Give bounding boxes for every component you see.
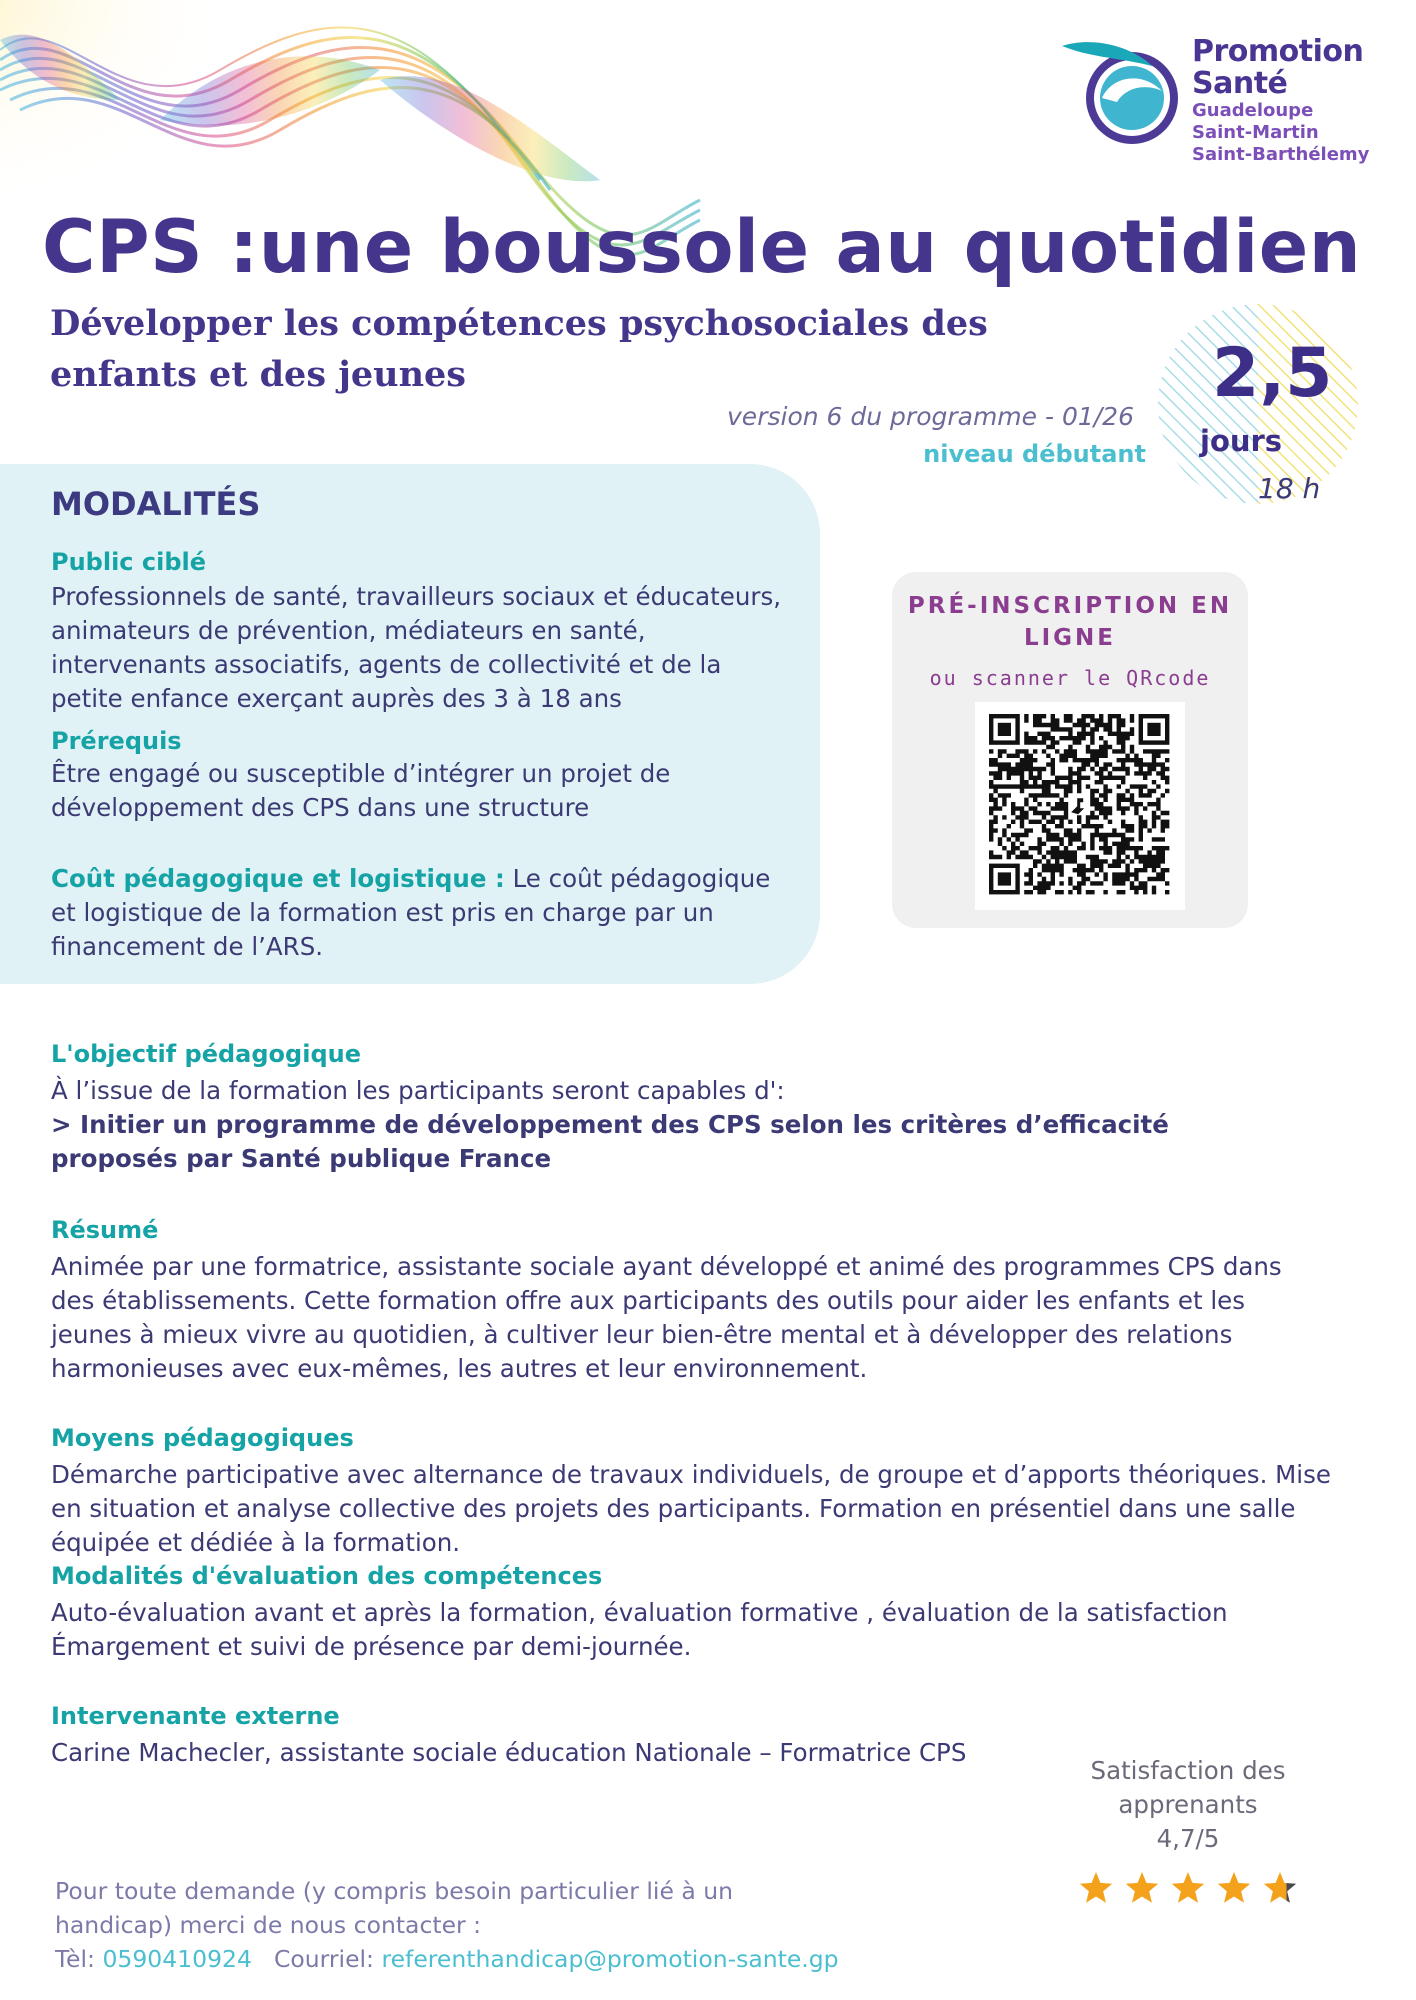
prereq-text: Être engagé ou susceptible d’intégrer un projet de développement des CPS dans une structure — [51, 759, 671, 822]
contact-line1: Pour toute demande (y compris besoin particulier lié à un — [55, 1877, 734, 1905]
qr-center-logo-icon — [1071, 798, 1084, 814]
contact-block — [55, 1874, 839, 1976]
star-icon — [1126, 1872, 1158, 1903]
logo-wave-icon — [1062, 36, 1186, 152]
modalites-heading: MODALITÉS — [51, 485, 261, 523]
duration-badge — [1150, 296, 1366, 512]
summary-text: Animée par une formatrice, assistante sociale ayant développé et animé des programmes CPS dans des établissements. Cette formation offre aux participants des outils pour aider les enfants et les jeunes à mieux vivre au quotidien, à cultiver leur bien-être mental et à développer des relations harmonieuses avec eux-mêmes, les autres et leur environnement. — [51, 1252, 1282, 1383]
cost-text: Le coût pédagogique et logistique de la formation est pris en charge par un financement de l’ARS. — [51, 864, 771, 961]
satisfaction-line1: Satisfaction des — [1090, 1756, 1286, 1785]
public-label: Public ciblé — [51, 548, 207, 576]
objective-intro: À l’issue de la formation les participants seront capables d': — [51, 1076, 785, 1105]
evaluation-label: Modalités d'évaluation des compétences — [51, 1562, 603, 1590]
pre-registration-title[interactable]: PRÉ-INSCRIPTION EN LIGNE — [907, 593, 1233, 651]
phone-number[interactable]: 0590410924 — [102, 1945, 252, 1973]
page-title: CPS :une boussole au quotidien — [42, 205, 1362, 290]
program-version: version 6 du programme - 01/26 — [727, 402, 1134, 431]
means-label: Moyens pédagogiques — [51, 1424, 354, 1452]
objective-label: L'objectif pédagogique — [51, 1040, 361, 1068]
phone-label: Tèl: — [55, 1945, 103, 1973]
objective-goal: > Initier un programme de développement des CPS selon les critères d’efficacité proposés par Santé publique France — [51, 1110, 1169, 1173]
duration-value: 2,5 — [1212, 334, 1333, 413]
email-link[interactable]: referenthandicap@promotion-sante.gp — [381, 1945, 839, 1973]
summary-label: Résumé — [51, 1216, 159, 1244]
satisfaction-line2: apprenants — [1118, 1790, 1258, 1819]
satisfaction-score: 4,7/5 — [1156, 1824, 1220, 1853]
satisfaction-stars — [1078, 1868, 1308, 1908]
brand-name-line2: Santé — [1192, 66, 1288, 101]
cost-paragraph — [51, 862, 791, 964]
page-subtitle: Développer les compétences psychosociales des enfants et des jeunes — [50, 303, 988, 395]
brand-region-saint-martin: Saint-Martin — [1192, 122, 1319, 143]
email-label: Courriel: — [273, 1945, 382, 1973]
prereq-label: Prérequis — [51, 727, 182, 755]
speaker-text: Carine Machecler, assistante sociale éducation Nationale – Formatrice CPS — [51, 1738, 967, 1767]
brand-region-saint-barthelemy: Saint-Barthélemy — [1192, 144, 1370, 165]
brand-region-guadeloupe: Guadeloupe — [1192, 100, 1314, 121]
duration-unit: jours — [1200, 424, 1283, 458]
star-icon — [1218, 1872, 1250, 1903]
pre-registration-card[interactable] — [892, 572, 1248, 928]
cost-label: Coût pédagogique et logistique : — [51, 864, 505, 893]
satisfaction-block — [1068, 1754, 1308, 1856]
training-level: niveau débutant — [923, 440, 1146, 468]
star-icon — [1080, 1872, 1112, 1903]
evaluation-line1: Auto-évaluation avant et après la formation, évaluation formative , évaluation de la satisfaction — [51, 1598, 1228, 1627]
brand-name-line1: Promotion — [1192, 34, 1364, 69]
star-icon — [1264, 1872, 1296, 1903]
public-text: Professionnels de santé, travailleurs sociaux et éducateurs, animateurs de prévention, médiateurs en santé, intervenants associatifs, agents de collectivité et de la petite enfance exerçant auprès des 3 à 18 ans — [51, 582, 781, 713]
contact-line3 — [55, 1942, 839, 1976]
contact-line2: handicap) merci de nous contacter : — [55, 1911, 482, 1939]
evaluation-line2: Émargement et suivi de présence par demi-journée. — [51, 1632, 692, 1661]
registration-qr-code[interactable] — [975, 702, 1185, 910]
speaker-label: Intervenante externe — [51, 1702, 340, 1730]
means-text: Démarche participative avec alternance de travaux individuels, de groupe et d’apports théoriques. Mise en situation et analyse collective des projets des participants. Formation en présentiel dans une salle équipée et dédiée à la formation. — [51, 1460, 1331, 1557]
duration-hours: 18 h — [1258, 472, 1321, 505]
qr-instruction: ou scanner le QRcode — [929, 666, 1211, 690]
star-icon — [1172, 1872, 1204, 1903]
promotion-sante-logo — [1062, 36, 1382, 176]
